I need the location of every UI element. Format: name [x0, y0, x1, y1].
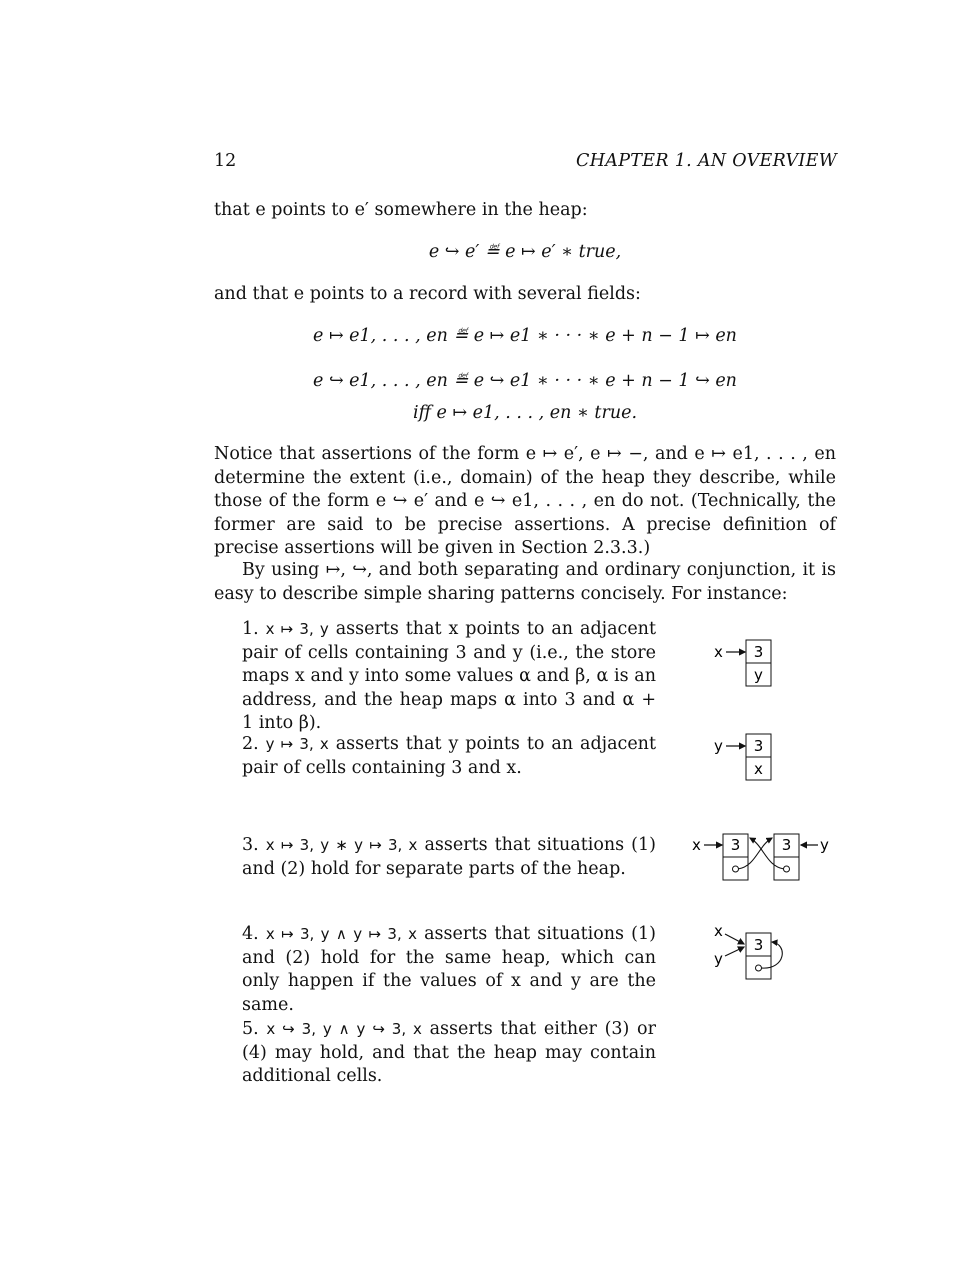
item-text: asserts that either (3) or (4) may hold, and that the heap may contain additional cells.: [242, 1019, 656, 1086]
list-item: [242, 834, 656, 881]
running-header: CHAPTER 1. AN OVERVIEW: [576, 151, 837, 171]
equation-weak-points-to-record: e ↪ e1, . . . , en ≝ e ↪ e1 ∗ · · · ∗ e + n − 1 ↪ en: [313, 371, 737, 391]
item-formula: y ↦ 3, x: [265, 735, 329, 753]
item-number: 1.: [242, 619, 259, 639]
list-item: [242, 733, 656, 780]
var-label: x: [714, 922, 723, 940]
item-formula: x ↪ 3, y ∧ y ↪ 3, x: [266, 1020, 422, 1038]
list-item: [242, 618, 656, 736]
cell-value: 3: [781, 836, 792, 854]
list-item: [242, 923, 656, 1017]
equation-weak-points-to: e ↪ e′ ≝ e ↦ e′ ∗ true,: [428, 242, 622, 262]
item-number: 2.: [242, 734, 259, 754]
var-label: y: [714, 737, 723, 755]
paragraph-intro: that e points to e′ somewhere in the heap:: [214, 200, 588, 220]
paragraph-precise: Notice that assertions of the form e ↦ e′, e ↦ −, and e ↦ e1, . . . , en determine the extent (i.e., domain) of the heap they describe, while those of the form e ↪ e′ and e ↪ e1, . . . , en do not. (Technically, the former are said to be precise assertions. A precise definition of precise assertions will be given in Section 2.3.3.): [214, 444, 836, 558]
heap-diagram-4: [706, 922, 796, 988]
item-formula: x ↦ 3, y ∧ y ↦ 3, x: [265, 925, 417, 943]
cell-value: 3: [753, 936, 764, 954]
item-formula: x ↦ 3, y: [265, 620, 329, 638]
heap-diagram-3: [686, 830, 836, 888]
cell-value: 3: [753, 737, 764, 755]
cell-value: 3: [730, 836, 741, 854]
cell-value: x: [754, 760, 763, 778]
var-label: x: [714, 643, 723, 661]
list-item: [242, 1018, 656, 1089]
item-text: asserts that y points to an adjacent pair of cells containing 3 and x.: [242, 734, 656, 778]
equation-points-to-record: e ↦ e1, . . . , en ≝ e ↦ e1 ∗ · · · ∗ e + n − 1 ↦ en: [313, 326, 737, 346]
item-text: asserts that x points to an adjacent pair of cells containing 3 and y (i.e., the store maps x and y into some values α and β, α is an address, and the heap maps α into 3 and α + 1 into β).: [242, 619, 656, 733]
var-label: y: [820, 836, 829, 854]
page-number: 12: [214, 151, 237, 171]
var-label: x: [692, 836, 701, 854]
equation-iff: iff e ↦ e1, . . . , en ∗ true.: [412, 403, 638, 423]
item-number: 3.: [242, 835, 259, 855]
item-formula: x ↦ 3, y ∗ y ↦ 3, x: [265, 836, 418, 854]
heap-diagram-1: [700, 636, 790, 692]
cell-value: 3: [753, 643, 764, 661]
heap-diagram-2: [700, 730, 790, 786]
item-number: 5.: [242, 1019, 259, 1039]
item-number: 4.: [242, 924, 259, 944]
item-text: asserts that situations (1) and (2) hold for the same heap, which can only happen if the values of x and y are the same.: [242, 924, 656, 1015]
paragraph-record: and that e points to a record with several fields:: [214, 284, 641, 304]
item-text: asserts that situations (1) and (2) hold for separate parts of the heap.: [242, 835, 656, 879]
var-label: y: [714, 950, 723, 968]
paragraph-sharing: By using ↦, ↪, and both separating and ordinary conjunction, it is easy to describe simple sharing patterns concisely. For instance:: [214, 560, 836, 604]
cell-value: y: [754, 666, 763, 684]
